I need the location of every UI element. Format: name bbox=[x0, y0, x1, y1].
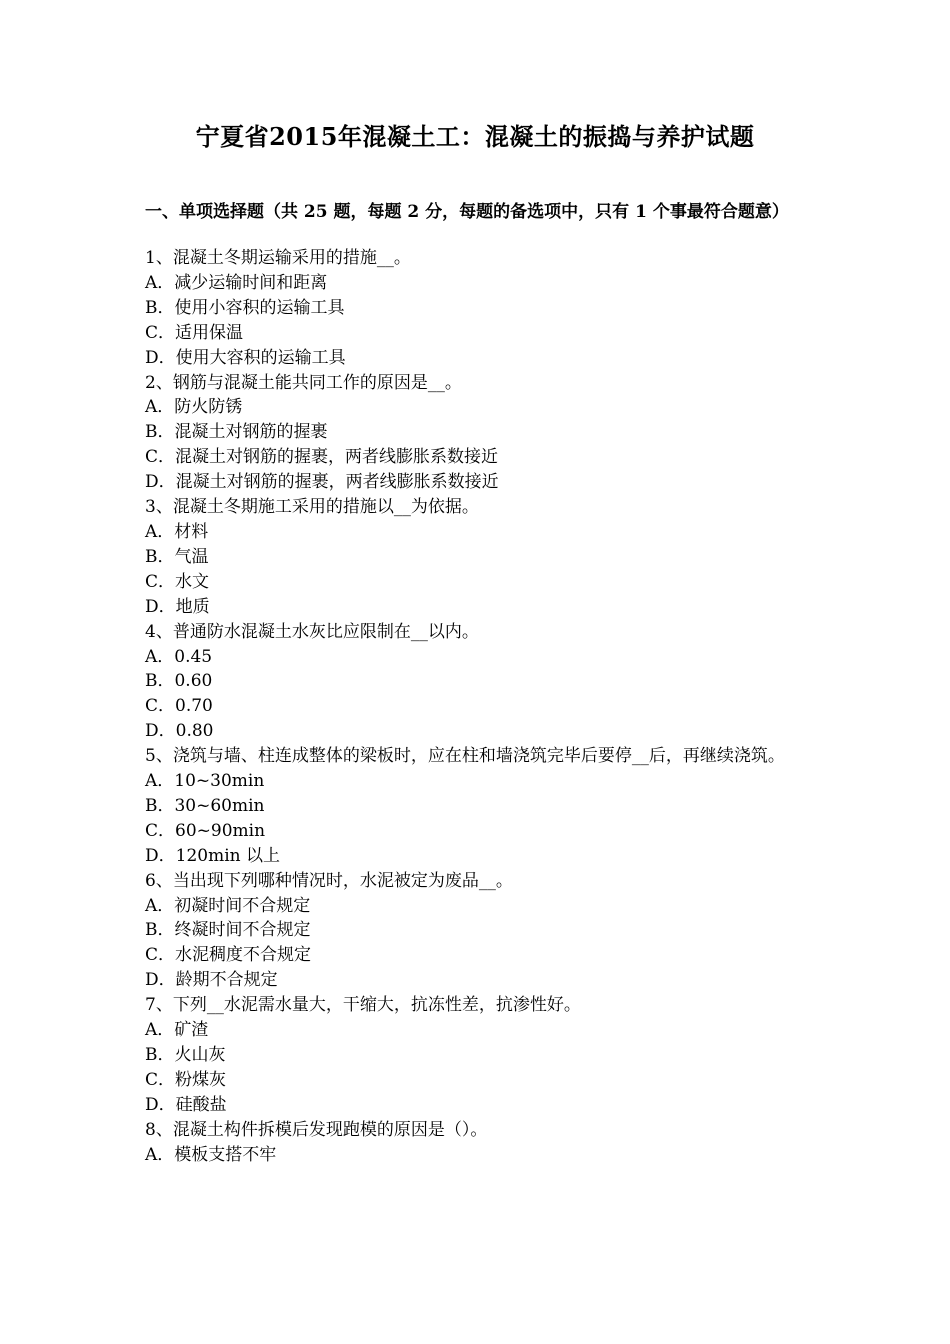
answer-option: A．0.45 bbox=[145, 646, 213, 667]
answer-option: A．材料 bbox=[145, 521, 209, 542]
question-text: 4、普通防水混凝土水灰比应限制在__以内。 bbox=[145, 621, 479, 642]
answer-option: D．使用大容积的运输工具 bbox=[145, 347, 346, 368]
answer-option: C．0.70 bbox=[145, 696, 213, 717]
document-title: 宁夏省2015年混凝土工：混凝土的振捣与养护试题 bbox=[195, 122, 755, 151]
answer-option: A．减少运输时间和距离 bbox=[145, 272, 328, 293]
answer-option: C．水文 bbox=[145, 571, 210, 592]
answer-option: C．适用保温 bbox=[145, 322, 244, 343]
answer-option: C．60~90min bbox=[145, 820, 266, 841]
answer-option: B．混凝土对钢筋的握裹 bbox=[145, 422, 328, 443]
answer-option: D．0.80 bbox=[145, 721, 214, 742]
answer-option: A．初凝时间不合规定 bbox=[145, 895, 311, 916]
question-text: 5、浇筑与墙、柱连成整体的梁板时，应在柱和墙浇筑完毕后要停__后，再继续浇筑。 bbox=[145, 746, 785, 767]
question-text: 1、混凝土冬期运输采用的措施__。 bbox=[145, 248, 411, 268]
answer-option: C．粉煤灰 bbox=[145, 1069, 227, 1090]
answer-option: B．终凝时间不合规定 bbox=[145, 920, 311, 941]
answer-option: D．地质 bbox=[145, 596, 210, 617]
answer-option: B．30~60min bbox=[145, 795, 265, 816]
answer-option: A．矿渣 bbox=[145, 1020, 209, 1041]
answer-option: B．火山灰 bbox=[145, 1045, 226, 1065]
answer-option: A．10~30min bbox=[145, 771, 265, 792]
section-heading: 一、单项选择题（共 25 题，每题 2 分，每题的备选项中，只有 1 个事最符合题意） bbox=[145, 202, 789, 222]
answer-option: D．120min 以上 bbox=[145, 845, 280, 866]
answer-option: B．0.60 bbox=[145, 671, 213, 692]
question-list bbox=[145, 246, 815, 1168]
question-text: 8、混凝土构件拆模后发现跑模的原因是（）。 bbox=[145, 1119, 488, 1140]
answer-option: A．模板支搭不牢 bbox=[145, 1144, 277, 1165]
answer-option: D．硅酸盐 bbox=[145, 1094, 227, 1115]
answer-option: A．防火防锈 bbox=[145, 397, 243, 418]
answer-option: C．水泥稠度不合规定 bbox=[145, 945, 312, 966]
answer-option: D．龄期不合规定 bbox=[145, 970, 278, 991]
question-text: 7、下列__水泥需水量大，干缩大，抗冻性差，抗渗性好。 bbox=[145, 995, 581, 1016]
question-text: 2、钢筋与混凝土能共同工作的原因是__。 bbox=[145, 372, 462, 393]
question-text: 6、当出现下列哪种情况时，水泥被定为废品__。 bbox=[145, 870, 513, 891]
question-text: 3、混凝土冬期施工采用的措施以__为依据。 bbox=[145, 497, 479, 518]
answer-option: B．气温 bbox=[145, 546, 209, 567]
answer-option: B．使用小容积的运输工具 bbox=[145, 297, 345, 318]
answer-option: C．混凝土对钢筋的握裹，两者线膨胀系数接近 bbox=[145, 447, 499, 468]
answer-option: D．混凝土对钢筋的握裹，两者线膨胀系数接近 bbox=[145, 472, 499, 493]
